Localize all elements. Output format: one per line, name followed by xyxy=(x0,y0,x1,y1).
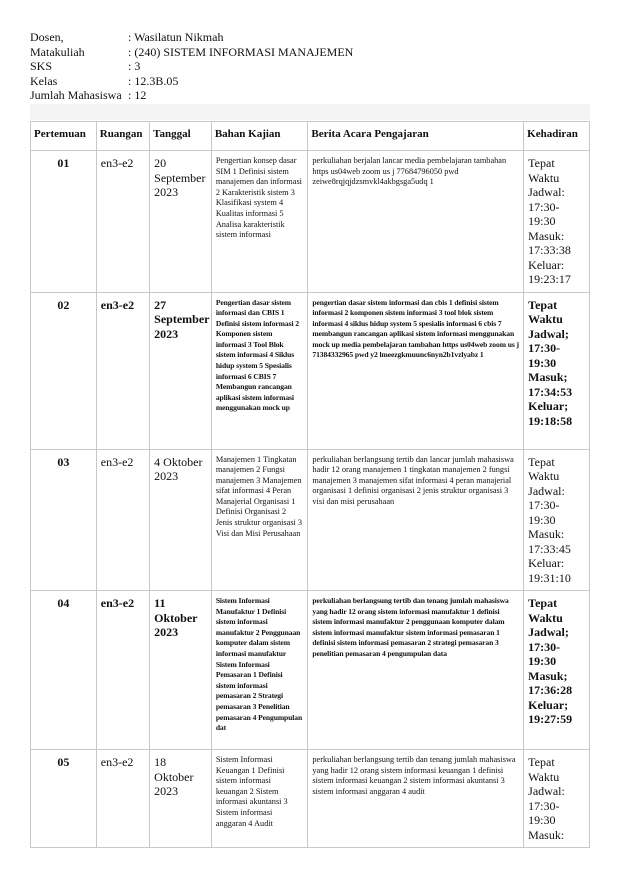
kehadiran-line: Masuk: xyxy=(528,228,565,243)
table-row xyxy=(31,750,590,848)
kehadiran-line: 19:31:10 xyxy=(528,570,571,585)
kehadiran-cell xyxy=(524,151,590,293)
kelas-label: Kelas xyxy=(30,73,58,88)
header-jumlah xyxy=(30,88,353,103)
header-dosen xyxy=(30,30,353,45)
col-header-kehadiran: Kehadiran xyxy=(524,122,590,151)
header-matakuliah xyxy=(30,45,353,60)
berita-acara-cell: pengertian dasar sistem informasi dan cbis 1 definisi sistem informasi 2 komponen sistem informasi 3 tool blok sistem informasi 4 siklus hidup system 5 spesialis informasi 6 cbis 7 membangun rancangan aplikasi sistem informasi menggunakan mock up media pembelajaran tambahan https us04web zoom us j 71384332965 pwd y2 lmeezgkmuunc6nyn2b1vzlyabz 1 xyxy=(308,292,524,449)
kehadiran-line: Jadwal: xyxy=(528,185,565,199)
ruangan-cell: en3-e2 xyxy=(96,750,149,848)
table-header-row xyxy=(31,122,590,151)
kehadiran-line: 17:30- xyxy=(528,798,560,813)
kehadiran-cell xyxy=(524,449,590,591)
kehadiran-line: Jadwal: xyxy=(528,483,565,498)
sks-label: SKS xyxy=(30,59,53,74)
sks-value: : 3 xyxy=(128,59,141,74)
jumlah-value: : 12 xyxy=(128,88,147,103)
kehadiran-line: 17:30- xyxy=(528,199,560,214)
kehadiran-line: 19:23:17 xyxy=(528,272,571,286)
kehadiran-line: Tepat xyxy=(528,156,555,170)
kehadiran-line: Keluar; xyxy=(528,399,569,413)
tanggal-cell: 27 September 2023 xyxy=(150,292,212,449)
dosen-value: : Wasilatun Nikmah xyxy=(128,30,224,44)
kehadiran-line: 19:30 xyxy=(528,355,557,370)
kehadiran-line: Masuk; xyxy=(528,668,568,683)
kehadiran-line: 17:30- xyxy=(528,341,561,355)
table-row xyxy=(31,591,590,750)
matakuliah-value: : (240) SISTEM INFORMASI MANAJEMEN xyxy=(128,44,354,59)
kehadiran-line: 19:27:59 xyxy=(528,712,573,726)
kehadiran-line: Jadwal: xyxy=(528,784,565,798)
kehadiran-line: Tepat xyxy=(528,596,558,610)
header-kelas xyxy=(30,74,353,89)
kehadiran-line: 19:30 xyxy=(528,214,556,228)
kehadiran-line: Waktu xyxy=(528,469,560,483)
kehadiran-cell xyxy=(524,591,590,750)
header-sks xyxy=(30,59,353,74)
kehadiran-line: Masuk: xyxy=(528,527,565,541)
bahan-kajian-cell: Manajemen 1 Tingkatan manajemen 2 Fungsi manajemen 3 Manajemen sifat informasi 4 Peran Manajerial Organisasi 1 Definisi Organisasi 2 Jenis struktur organisasi 3 Visi dan Misi Perusahaan xyxy=(211,449,308,591)
kehadiran-line: Masuk: xyxy=(528,827,565,842)
berita-acara-cell: perkuliahan berlangsung tertib dan lancar jumlah mahasiswa hadir 12 orang manajemen 1 tingkatan manajemen 2 fungsi manajemen 3 manajemen sifat informasi 4 peran manajerial organisasi 1 definisi organisasi 2 jenis struktur organisasi 3 visi dan misi perusahaan xyxy=(308,449,524,591)
kehadiran-line: Waktu xyxy=(528,170,560,185)
col-header-bahan-kajian: Bahan Kajian xyxy=(211,122,308,151)
berita-acara-cell: perkuliahan berjalan lancar media pembelajaran tambahan https us04web zoom us j 77684796050 pwd zeiwe8rqjqjdzsmvkl4akbgsga5udq 1 xyxy=(308,151,524,293)
pertemuan-cell: 03 xyxy=(31,449,97,591)
kelas-value: : 12.3B.05 xyxy=(128,73,179,88)
kehadiran-line: 19:30 xyxy=(528,654,557,668)
kehadiran-line: 19:30 xyxy=(528,512,556,527)
kehadiran-line: 17:33:45 xyxy=(528,541,571,556)
berita-acara-cell: perkuliahan berlangsung tertib dan tenang jumlah mahasiswa yang hadir 12 orang sistem informasi manufaktur 1 definisi sistem informasi manufaktur 2 penggunaan komputer dalam sistem informasi manufaktur sistem informasi pemasaran 1 definisi sistem informasi pemasaran 2 strategi pemasaran 3 penelitian pemasaran 4 pengumpulan data xyxy=(308,591,524,750)
kehadiran-line: Keluar: xyxy=(528,556,565,570)
tanggal-cell: 20 September 2023 xyxy=(150,151,212,293)
jumlah-label: Jumlah Mahasiswa xyxy=(30,88,122,103)
berita-acara-cell: perkuliahan berlangsung tertib dan tenang jumlah mahasiswa yang hadir 12 orang sistem informasi keuangan 1 definisi sistem informasi keuangan 2 sistem informasi akuntansi 3 sistem informasi anggaran 4 audit xyxy=(308,750,524,848)
kehadiran-line: Tepat xyxy=(528,297,558,312)
kehadiran-line: Waktu xyxy=(528,769,560,784)
pertemuan-cell: 02 xyxy=(31,292,97,449)
course-header xyxy=(30,30,353,103)
kehadiran-cell xyxy=(524,292,590,449)
ruangan-cell: en3-e2 xyxy=(96,449,149,591)
kehadiran-line: 17:30- xyxy=(528,639,561,654)
bahan-kajian-cell: Sistem Informasi Keuangan 1 Definisi sistem informasi keuangan 2 Sistem informasi akuntansi 3 Sistem informasi anggaran 4 Audit xyxy=(211,750,308,848)
kehadiran-line: 17:33:38 xyxy=(528,243,571,257)
attendance-table xyxy=(30,121,590,848)
bahan-kajian-cell: Pengertian konsep dasar SIM 1 Definisi sistem manajemen dan informasi 2 Karakteristik sistem 3 Klasifikasi system 4 Kualitas informasi 5 Analisa karakteristik sistem informasi xyxy=(211,151,308,293)
ruangan-cell: en3-e2 xyxy=(96,151,149,293)
col-header-pertemuan: Pertemuan xyxy=(31,122,97,151)
kehadiran-line: 17:30- xyxy=(528,498,560,512)
kehadiran-line: Waktu xyxy=(528,312,563,326)
kehadiran-line: Keluar: xyxy=(528,257,565,272)
bahan-kajian-cell: Sistem Informasi Manufaktur 1 Definisi sistem informasi manufaktur 2 Penggunaan komputer dalam sistem informasi manufaktur Sistem Informasi Pemasaran 1 Definisi sistem informasi pemasaran 2 Strategi pemasaran 3 Penelitian pemasaran 4 Pengumpulan dat xyxy=(211,591,308,750)
pertemuan-cell: 01 xyxy=(31,151,97,293)
col-header-berita-acara: Berita Acara Pengajaran xyxy=(308,122,524,151)
col-header-tanggal: Tanggal xyxy=(150,122,212,151)
bahan-kajian-cell: Pengertian dasar sistem informasi dan CBIS 1 Definisi sistem informasi 2 Komponen sistem informasi 3 Tool Blok sistem informasi 4 Siklus hidup system 5 Spesialis informasi 6 CBIS 7 Membangun rancangan aplikasi sistem informasi menggunakan mock up xyxy=(211,292,308,449)
tanggal-cell: 4 Oktober 2023 xyxy=(150,449,212,591)
tanggal-cell: 18 Oktober 2023 xyxy=(150,750,212,848)
kehadiran-line: Keluar; xyxy=(528,697,569,712)
kehadiran-line: Jadwal; xyxy=(528,326,569,341)
kehadiran-line: 17:36:28 xyxy=(528,683,573,697)
dosen-label: Dosen, xyxy=(30,30,64,44)
kehadiran-cell xyxy=(524,750,590,848)
pertemuan-cell: 04 xyxy=(31,591,97,750)
col-header-ruangan: Ruangan xyxy=(96,122,149,151)
pertemuan-cell: 05 xyxy=(31,750,97,848)
ruangan-cell: en3-e2 xyxy=(96,591,149,750)
matakuliah-label: Matakuliah xyxy=(30,44,85,59)
kehadiran-line: 19:18:58 xyxy=(528,413,573,428)
kehadiran-line: Masuk; xyxy=(528,370,568,384)
ruangan-cell: en3-e2 xyxy=(96,292,149,449)
table-row xyxy=(31,151,590,293)
table-row xyxy=(31,292,590,449)
kehadiran-line: Jadwal; xyxy=(528,625,569,639)
header-divider-band xyxy=(30,104,590,120)
kehadiran-line: 19:30 xyxy=(528,813,556,827)
table-row xyxy=(31,449,590,591)
tanggal-cell: 11 Oktober 2023 xyxy=(150,591,212,750)
kehadiran-line: Tepat xyxy=(528,454,555,469)
kehadiran-line: Waktu xyxy=(528,610,563,625)
kehadiran-line: Tepat xyxy=(528,755,555,769)
kehadiran-line: 17:34:53 xyxy=(528,384,573,399)
